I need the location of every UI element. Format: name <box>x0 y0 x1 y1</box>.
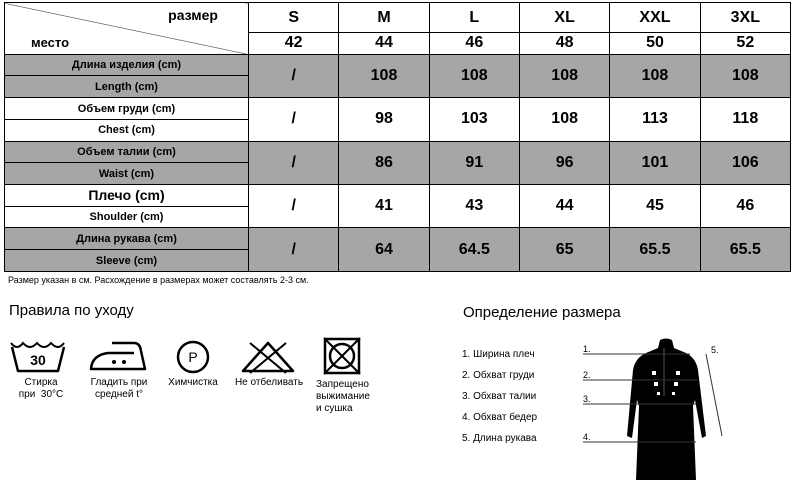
table-cell: 108 <box>339 54 429 97</box>
table-cell: 64 <box>339 228 429 272</box>
row-label-en: Shoulder (cm) <box>5 206 249 228</box>
care-label-dry-clean: Химчистка <box>168 377 218 388</box>
row-label-en: Waist (cm) <box>5 163 249 185</box>
size-header-cell: XL <box>519 3 609 33</box>
table-cell: 113 <box>610 98 700 141</box>
waist-row <box>5 141 791 163</box>
measurement-list <box>462 349 537 454</box>
table-cell: 106 <box>700 141 790 184</box>
marker-1: 1. <box>583 344 591 354</box>
table-cell: 65.5 <box>700 228 790 272</box>
size-note: Размер указан в см. Расхождение в размерах может составлять 2-3 см. <box>8 275 309 285</box>
care-label-wash: Стирка при 30°C <box>18 377 64 400</box>
dry-clean-letter: P <box>188 349 198 365</box>
corner-size-label: размер <box>168 7 218 23</box>
coat-silhouette <box>627 339 706 481</box>
list-item: 2. Обхват груди <box>462 370 535 381</box>
table-cell: / <box>249 185 339 228</box>
care-label-wring: Запрещено выжимание и сушка <box>316 379 370 414</box>
table-corner <box>5 3 249 55</box>
wash-temp-text: 30 <box>30 352 46 368</box>
ru-size-cell: 52 <box>700 33 790 55</box>
marker-3: 3. <box>583 394 591 404</box>
size-header-cell: L <box>429 3 519 33</box>
table-cell: / <box>249 54 339 97</box>
table-cell: 65.5 <box>610 228 700 272</box>
table-cell: 65 <box>519 228 609 272</box>
table-cell: 46 <box>700 185 790 228</box>
row-label-ru: Длина рукава (cm) <box>5 228 249 250</box>
table-cell: 108 <box>700 54 790 97</box>
sleeve-row <box>5 228 791 250</box>
ru-size-cell: 46 <box>429 33 519 55</box>
wash-30-icon <box>9 339 67 373</box>
ru-size-cell: 42 <box>249 33 339 55</box>
row-label-ru: Объем талии (cm) <box>5 141 249 163</box>
dry-clean-p-icon <box>176 340 210 374</box>
table-cell: 103 <box>429 98 519 141</box>
table-cell: 101 <box>610 141 700 184</box>
size-header-cell: 3XL <box>700 3 790 33</box>
size-header-cell: XXL <box>610 3 700 33</box>
table-cell: 86 <box>339 141 429 184</box>
iron-medium-icon <box>88 339 148 373</box>
table-cell: 64.5 <box>429 228 519 272</box>
row-label-en: Length (cm) <box>5 76 249 98</box>
list-item: 4. Обхват бедер <box>462 412 538 423</box>
marker-2: 2. <box>583 370 591 380</box>
table-cell: 108 <box>610 54 700 97</box>
table-cell: 91 <box>429 141 519 184</box>
table-cell: / <box>249 141 339 184</box>
table-cell: / <box>249 98 339 141</box>
table-cell: 98 <box>339 98 429 141</box>
no-bleach-icon <box>240 340 296 374</box>
shoulder-row <box>5 185 791 207</box>
sizing-title: Определение размера <box>463 304 621 321</box>
row-label-ru: Объем груди (cm) <box>5 98 249 120</box>
table-cell: 96 <box>519 141 609 184</box>
list-item: 1. Ширина плеч <box>462 349 535 360</box>
size-header-cell: S <box>249 3 339 33</box>
row-label-en: Chest (cm) <box>5 119 249 141</box>
care-title: Правила по уходу <box>9 302 134 319</box>
sleeve-measure-line <box>706 354 722 436</box>
table-cell: 45 <box>610 185 700 228</box>
coat-diagram <box>578 338 738 483</box>
no-wring-tumble-dry-icon <box>322 336 362 376</box>
table-cell: 41 <box>339 185 429 228</box>
care-label-iron: Гладить при средней t° <box>90 377 148 400</box>
chest-row <box>5 98 791 120</box>
table-cell: / <box>249 228 339 272</box>
table-cell: 108 <box>429 54 519 97</box>
table-cell: 44 <box>519 185 609 228</box>
row-label-ru: Длина изделия (cm) <box>5 54 249 76</box>
ru-size-cell: 48 <box>519 33 609 55</box>
list-item: 5. Длина рукава <box>462 433 537 444</box>
table-cell: 108 <box>519 98 609 141</box>
length-row <box>5 54 791 76</box>
care-label-bleach: Не отбеливать <box>234 377 304 388</box>
ru-size-cell: 50 <box>610 33 700 55</box>
marker-5: 5. <box>711 345 719 355</box>
table-cell: 118 <box>700 98 790 141</box>
size-header-row <box>5 3 791 33</box>
list-item: 3. Обхват талии <box>462 391 537 402</box>
size-header-cell: M <box>339 3 429 33</box>
row-label-ru: Плечо (cm) <box>5 185 249 207</box>
size-table <box>4 2 791 272</box>
table-cell: 108 <box>519 54 609 97</box>
corner-place-label: место <box>31 34 70 50</box>
ru-size-cell: 44 <box>339 33 429 55</box>
table-cell: 43 <box>429 185 519 228</box>
row-label-en: Sleeve (cm) <box>5 250 249 272</box>
marker-4: 4. <box>583 432 591 442</box>
